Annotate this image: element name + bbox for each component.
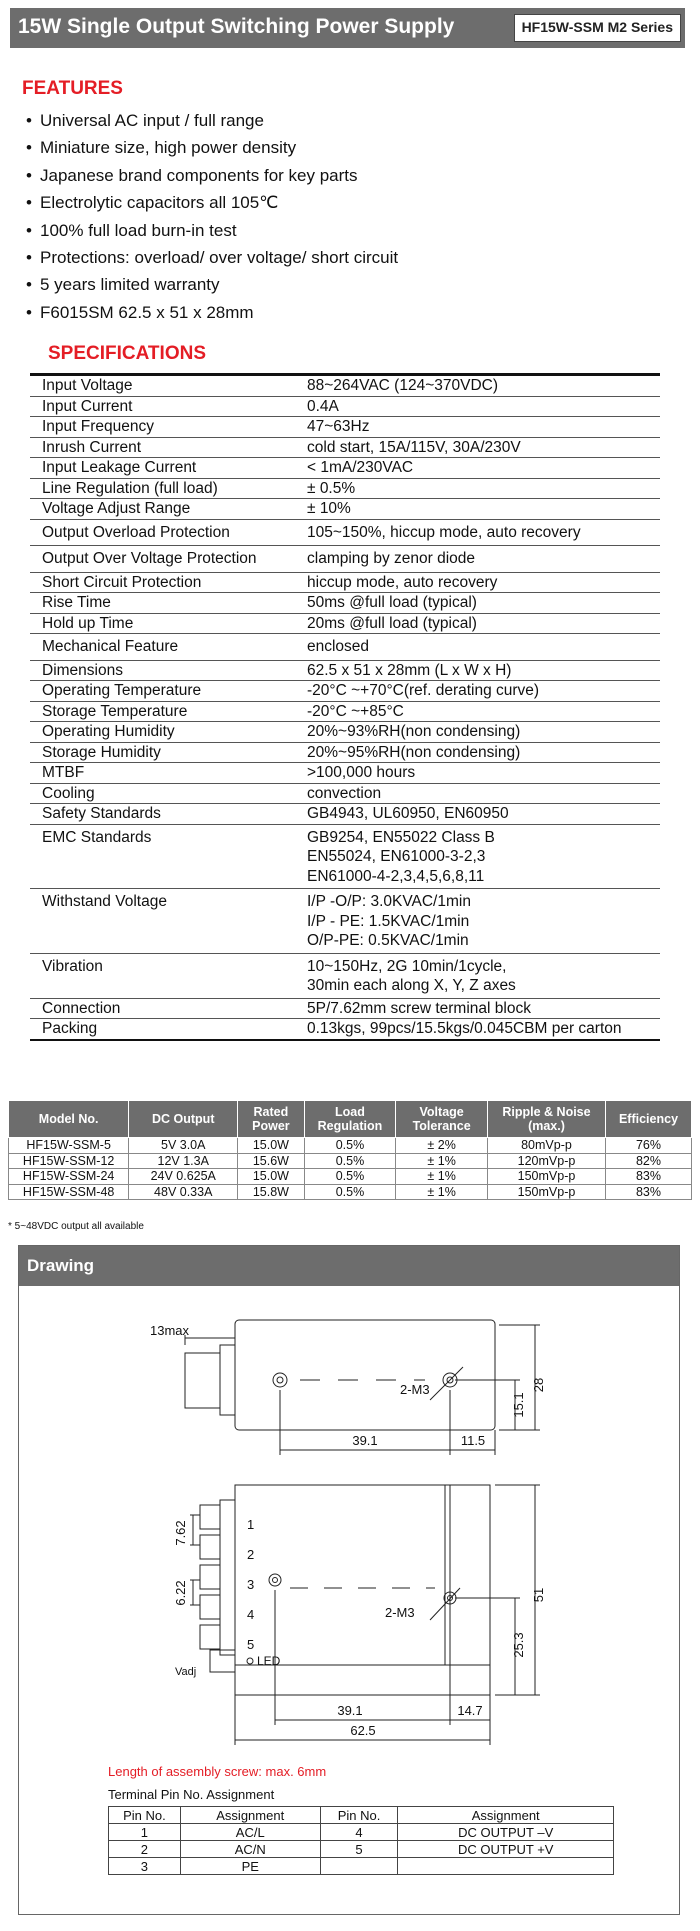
spec-label: Packing: [30, 1019, 295, 1040]
pin-cell: AC/N: [180, 1841, 320, 1858]
spec-label: Input Leakage Current: [30, 458, 295, 479]
spec-label: Input Voltage: [30, 375, 295, 397]
pin-row: [109, 1841, 614, 1858]
spec-label: Output Overload Protection: [30, 519, 295, 546]
front-view-drawing: [190, 1485, 540, 1745]
screw-length-note: Length of assembly screw: max. 6mm: [108, 1764, 327, 1779]
spec-row: [30, 437, 660, 458]
pin-assignment-table: [108, 1806, 614, 1875]
spec-row: [30, 783, 660, 804]
dim-39-1-front: 39.1: [337, 1703, 363, 1718]
model-cell: 0.5%: [304, 1138, 396, 1154]
model-header-cell: Voltage Tolerance: [396, 1101, 488, 1138]
spec-row: [30, 763, 660, 784]
spec-row: [30, 396, 660, 417]
spec-value: [295, 437, 660, 458]
spec-value-line: 20%~95%RH(non condensing): [307, 743, 521, 761]
model-header-cell: Efficiency: [606, 1101, 692, 1138]
model-header-cell: Ripple & Noise (max.): [487, 1101, 605, 1138]
spec-value: [295, 613, 660, 634]
pin-cell: DC OUTPUT +V: [398, 1841, 614, 1858]
spec-value: [295, 519, 660, 546]
spec-value: [295, 396, 660, 417]
spec-row: [30, 634, 660, 661]
spec-value-line: 88~264VAC (124~370VDC): [307, 377, 499, 394]
spec-value-line: cold start, 15A/115V, 30A/230V: [307, 438, 521, 456]
spec-value: [295, 824, 660, 889]
model-cell: 82%: [606, 1153, 692, 1169]
spec-row: [30, 681, 660, 702]
mechanical-drawing: [95, 1305, 595, 1760]
spec-row: [30, 1019, 660, 1040]
spec-row: [30, 478, 660, 499]
feature-item: • Universal AC input / full range: [26, 107, 398, 134]
model-cell: ± 1%: [396, 1169, 488, 1185]
feature-item: • F6015SM 62.5 x 51 x 28mm: [26, 299, 398, 326]
pin-row: [109, 1858, 614, 1875]
model-cell: 5V 3.0A: [129, 1138, 238, 1154]
spec-label: Short Circuit Protection: [30, 572, 295, 593]
pin-cell: AC/L: [180, 1824, 320, 1841]
spec-label: MTBF: [30, 763, 295, 784]
spec-value: [295, 722, 660, 743]
pin-row: [109, 1824, 614, 1841]
spec-value: [295, 634, 660, 661]
spec-value-line: GB9254, EN55022 Class B: [307, 828, 495, 846]
pin-cell: 1: [109, 1824, 181, 1841]
specifications-heading: SPECIFICATIONS: [48, 343, 206, 364]
model-cell: HF15W-SSM-5: [9, 1138, 129, 1154]
dim-25-3: 25.3: [511, 1632, 526, 1658]
model-cell: 0.5%: [304, 1184, 396, 1200]
feature-item: • 100% full load burn-in test: [26, 217, 398, 244]
spec-value-line: O/P-PE: 0.5KVAC/1min: [307, 932, 469, 949]
pin-cell: PE: [180, 1858, 320, 1875]
spec-row: [30, 572, 660, 593]
dim-13max: 13max: [150, 1323, 190, 1338]
model-cell: 83%: [606, 1169, 692, 1185]
spec-value: [295, 681, 660, 702]
model-cell: 12V 1.3A: [129, 1153, 238, 1169]
spec-row: [30, 804, 660, 825]
drawing-heading: Drawing: [19, 1246, 679, 1286]
model-cell: 120mVp-p: [487, 1153, 605, 1169]
model-cell: 80mVp-p: [487, 1138, 605, 1154]
model-cell: 76%: [606, 1138, 692, 1154]
dim-51: 51: [531, 1587, 546, 1603]
features-heading: FEATURES: [22, 78, 123, 99]
series-badge: HF15W-SSM M2 Series: [514, 14, 681, 42]
spec-value-line: 20ms @full load (typical): [307, 614, 477, 632]
pin-label-4: 4: [247, 1607, 255, 1622]
pin-header-cell: Assignment: [180, 1807, 320, 1824]
spec-value: [295, 763, 660, 784]
spec-row: [30, 742, 660, 763]
spec-value: [295, 742, 660, 763]
spec-label: Cooling: [30, 783, 295, 804]
model-cell: ± 1%: [396, 1153, 488, 1169]
model-cell: 15.6W: [238, 1153, 304, 1169]
spec-value: [295, 458, 660, 479]
spec-label: Operating Humidity: [30, 722, 295, 743]
model-table: [8, 1100, 692, 1200]
spec-label: Inrush Current: [30, 437, 295, 458]
output-note: * 5~48VDC output all available: [8, 1221, 144, 1232]
spec-value-line: I/P - PE: 1.5KVAC/1min: [307, 912, 470, 930]
pin-label-3: 3: [247, 1577, 255, 1592]
model-cell: 15.8W: [238, 1184, 304, 1200]
model-header-cell: DC Output: [129, 1101, 238, 1138]
spec-value-line: clamping by zenor diode: [307, 550, 476, 567]
spec-value-line: 0.13kgs, 99pcs/15.5kgs/0.045CBM per carton: [307, 1020, 622, 1037]
features-list: [26, 107, 398, 326]
pin-assignment-title: Terminal Pin No. Assignment: [108, 1787, 275, 1802]
model-cell: 48V 0.33A: [129, 1184, 238, 1200]
model-cell: 83%: [606, 1184, 692, 1200]
model-cell: 24V 0.625A: [129, 1169, 238, 1185]
model-row: [9, 1184, 692, 1200]
spec-value-line: 10~150Hz, 2G 10min/1cycle,: [307, 957, 507, 975]
dim-15-1: 15.1: [511, 1392, 526, 1418]
spec-row: [30, 499, 660, 520]
vadj-label: Vadj: [175, 1666, 197, 1678]
header-bar: [10, 8, 685, 48]
spec-value-line: I/P -O/P: 3.0KVAC/1min: [307, 893, 471, 910]
spec-value: [295, 546, 660, 573]
dim-14-7: 14.7: [457, 1703, 483, 1718]
dim-28: 28: [531, 1377, 546, 1393]
pin-cell: 5: [320, 1841, 398, 1858]
model-cell: HF15W-SSM-48: [9, 1184, 129, 1200]
spec-row: [30, 701, 660, 722]
spec-row: [30, 613, 660, 634]
spec-value: [295, 572, 660, 593]
model-cell: HF15W-SSM-12: [9, 1153, 129, 1169]
spec-value-line: -20°C ~+70°C(ref. derating curve): [307, 682, 540, 699]
spec-row: [30, 998, 660, 1019]
spec-label: Voltage Adjust Range: [30, 499, 295, 520]
model-header-cell: Rated Power: [238, 1101, 304, 1138]
spec-value: [295, 804, 660, 825]
spec-label: Dimensions: [30, 660, 295, 681]
spec-row: [30, 546, 660, 573]
pin-label-5: 5: [247, 1637, 255, 1652]
spec-value: [295, 593, 660, 614]
spec-value-line: 47~63Hz: [307, 418, 370, 435]
dim-62-5: 62.5: [350, 1723, 376, 1738]
pin-cell: 3: [109, 1858, 181, 1875]
spec-value-line: 62.5 x 51 x 28mm (L x W x H): [307, 661, 512, 679]
spec-value-line: 0.4A: [307, 397, 339, 415]
feature-item: • Miniature size, high power density: [26, 134, 398, 161]
model-header-cell: Model No.: [9, 1101, 129, 1138]
led-label: LED: [257, 1654, 281, 1668]
pin-cell: [398, 1858, 614, 1875]
spec-row: [30, 593, 660, 614]
model-cell: 150mVp-p: [487, 1184, 605, 1200]
spec-row: [30, 824, 660, 889]
model-cell: 0.5%: [304, 1169, 396, 1185]
spec-value: [295, 701, 660, 722]
spec-row: [30, 375, 660, 397]
spec-value: [295, 499, 660, 520]
spec-value: [295, 375, 660, 397]
spec-value: [295, 953, 660, 998]
spec-label: Line Regulation (full load): [30, 478, 295, 499]
spec-value: [295, 417, 660, 438]
spec-label: Vibration: [30, 953, 295, 998]
spec-label: Output Over Voltage Protection: [30, 546, 295, 573]
spec-value: [295, 783, 660, 804]
spec-value-line: EN61000-4-2,3,4,5,6,8,11: [307, 867, 485, 885]
spec-label: Storage Humidity: [30, 742, 295, 763]
spec-label: Safety Standards: [30, 804, 295, 825]
pin-cell: 2: [109, 1841, 181, 1858]
feature-item: • Japanese brand components for key parts: [26, 162, 398, 189]
dim-11-5: 11.5: [460, 1433, 486, 1448]
spec-value-line: 50ms @full load (typical): [307, 594, 477, 611]
spec-label: EMC Standards: [30, 824, 295, 889]
spec-label: Rise Time: [30, 593, 295, 614]
spec-label: Operating Temperature: [30, 681, 295, 702]
spec-value: [295, 998, 660, 1019]
model-row: [9, 1138, 692, 1154]
specifications-table: [30, 373, 660, 1041]
pin-cell: DC OUTPUT –V: [398, 1824, 614, 1841]
dim-6-22: 6.22: [173, 1580, 188, 1606]
pin-header-cell: Pin No.: [109, 1807, 181, 1824]
spec-value-line: ± 10%: [307, 500, 351, 517]
feature-item: • 5 years limited warranty: [26, 271, 398, 298]
model-cell: 0.5%: [304, 1153, 396, 1169]
feature-item: • Protections: overload/ over voltage/ short circuit: [26, 244, 398, 271]
page-title: 15W Single Output Switching Power Supply: [18, 15, 455, 38]
spec-value: [295, 1019, 660, 1040]
spec-value-line: hiccup mode, auto recovery: [307, 573, 498, 591]
spec-value-line: < 1mA/230VAC: [307, 459, 414, 476]
led-icon: [247, 1658, 253, 1664]
spec-value: [295, 889, 660, 954]
model-row: [9, 1153, 692, 1169]
spec-value-line: >100,000 hours: [307, 764, 416, 781]
spec-value-line: enclosed: [307, 638, 370, 655]
model-cell: 15.0W: [238, 1138, 304, 1154]
spec-row: [30, 519, 660, 546]
spec-row: [30, 722, 660, 743]
spec-value: [295, 660, 660, 681]
spec-row: [30, 417, 660, 438]
pin-label-1: 1: [247, 1517, 255, 1532]
spec-row: [30, 660, 660, 681]
dim-2m3-top: 2-M3: [400, 1382, 430, 1397]
model-cell: 150mVp-p: [487, 1169, 605, 1185]
spec-label: Input Frequency: [30, 417, 295, 438]
spec-value: [295, 478, 660, 499]
spec-row: [30, 953, 660, 998]
dim-7-62: 7.62: [173, 1520, 188, 1546]
spec-label: Hold up Time: [30, 613, 295, 634]
model-row: [9, 1169, 692, 1185]
model-cell: ± 2%: [396, 1138, 488, 1154]
model-cell: 15.0W: [238, 1169, 304, 1185]
spec-value-line: GB4943, UL60950, EN60950: [307, 805, 509, 822]
feature-item: • Electrolytic capacitors all 105℃: [26, 189, 398, 216]
spec-label: Input Current: [30, 396, 295, 417]
model-cell: ± 1%: [396, 1184, 488, 1200]
spec-label: Mechanical Feature: [30, 634, 295, 661]
pin-header-cell: Assignment: [398, 1807, 614, 1824]
model-cell: HF15W-SSM-24: [9, 1169, 129, 1185]
pin-label-2: 2: [247, 1547, 255, 1562]
spec-row: [30, 458, 660, 479]
pin-header-cell: Pin No.: [320, 1807, 398, 1824]
spec-value-line: 5P/7.62mm screw terminal block: [307, 999, 531, 1017]
dim-39-1-top: 39.1: [352, 1433, 378, 1448]
spec-value-line: convection: [307, 784, 382, 802]
spec-value-line: 20%~93%RH(non condensing): [307, 723, 521, 740]
spec-row: [30, 889, 660, 954]
spec-label: Withstand Voltage: [30, 889, 295, 954]
pin-cell: 4: [320, 1824, 398, 1841]
spec-label: Storage Temperature: [30, 701, 295, 722]
spec-label: Connection: [30, 998, 295, 1019]
dim-2m3-front: 2-M3: [385, 1605, 415, 1620]
spec-value-line: -20°C ~+85°C: [307, 702, 404, 720]
model-header-cell: Load Regulation: [304, 1101, 396, 1138]
spec-value-line: EN55024, EN61000-3-2,3: [307, 848, 486, 865]
pin-cell: [320, 1858, 398, 1875]
spec-value-line: 105~150%, hiccup mode, auto recovery: [307, 523, 581, 541]
spec-value-line: ± 0.5%: [307, 479, 356, 497]
spec-value-line: 30min each along X, Y, Z axes: [307, 977, 516, 994]
